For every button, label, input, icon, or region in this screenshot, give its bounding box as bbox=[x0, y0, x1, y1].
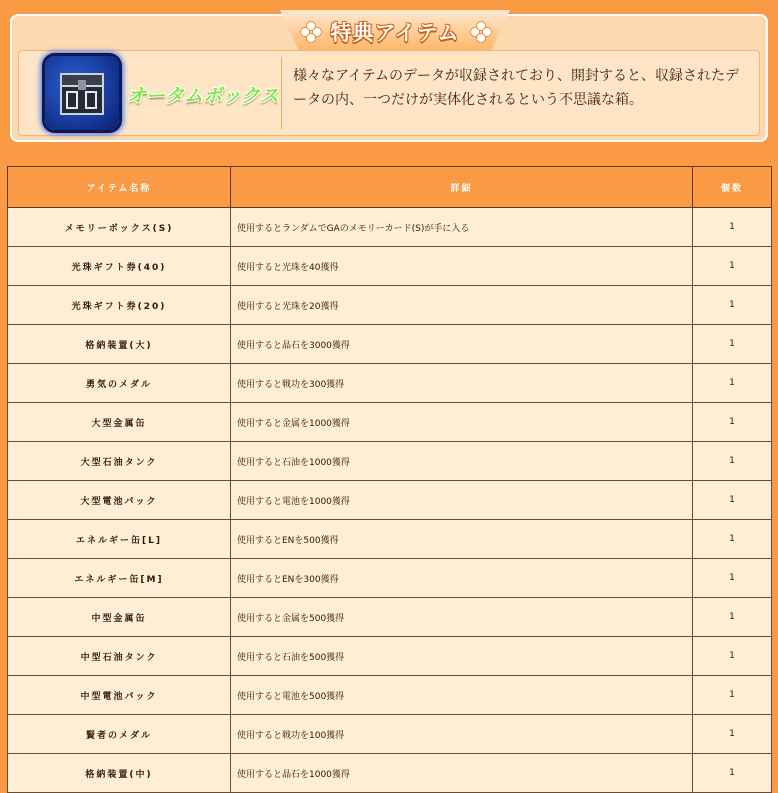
cell-item-name: 中型石油タンク bbox=[8, 637, 231, 676]
cell-item-name: メモリーボックス(S) bbox=[8, 208, 231, 247]
cell-count: 1 bbox=[693, 754, 772, 793]
table-header-row bbox=[8, 167, 772, 208]
cell-item-name: 中型金属缶 bbox=[8, 598, 231, 637]
table-row bbox=[8, 598, 772, 637]
table-row bbox=[8, 403, 772, 442]
cell-count: 1 bbox=[693, 520, 772, 559]
cell-detail: 使用するとENを300獲得 bbox=[231, 559, 693, 598]
cell-item-name: 賢者のメダル bbox=[8, 715, 231, 754]
cell-detail: 使用すると電池を1000獲得 bbox=[231, 481, 693, 520]
cell-detail: 使用すると晶石を1000獲得 bbox=[231, 754, 693, 793]
item-name: オータムボックス bbox=[127, 85, 279, 107]
table-row bbox=[8, 442, 772, 481]
cell-count: 1 bbox=[693, 481, 772, 520]
banner-title: 特典アイテム bbox=[330, 21, 460, 45]
table-row bbox=[8, 520, 772, 559]
cell-item-name: 光珠ギフト券(40) bbox=[8, 247, 231, 286]
cell-detail: 使用すると光珠を40獲得 bbox=[231, 247, 693, 286]
header-item-name: アイテム名称 bbox=[8, 167, 231, 208]
cell-detail: 使用すると電池を500獲得 bbox=[231, 676, 693, 715]
table-row bbox=[8, 637, 772, 676]
cell-count: 1 bbox=[693, 208, 772, 247]
cell-count: 1 bbox=[693, 637, 772, 676]
header-count: 個数 bbox=[693, 167, 772, 208]
cell-count: 1 bbox=[693, 364, 772, 403]
cell-count: 1 bbox=[693, 442, 772, 481]
cell-detail: 使用すると戦功を300獲得 bbox=[231, 364, 693, 403]
treasure-box-icon bbox=[45, 56, 119, 130]
item-table-container bbox=[7, 166, 771, 793]
item-table bbox=[7, 166, 772, 793]
cell-item-name: 格納装置(中) bbox=[8, 754, 231, 793]
cell-count: 1 bbox=[693, 676, 772, 715]
item-description: 様々なアイテムのデータが収録されており、開封すると、収録されたデータの内、一つだけが実体化されるという不思議な箱。 bbox=[293, 68, 740, 108]
cell-count: 1 bbox=[693, 247, 772, 286]
cell-item-name: エネルギー缶[L] bbox=[8, 520, 231, 559]
cell-item-name: 中型電池パック bbox=[8, 676, 231, 715]
cell-count: 1 bbox=[693, 598, 772, 637]
cell-item-name: 光珠ギフト券(20) bbox=[8, 286, 231, 325]
table-row bbox=[8, 559, 772, 598]
cell-detail: 使用すると金属を1000獲得 bbox=[231, 403, 693, 442]
table-body bbox=[8, 208, 772, 793]
cell-item-name: 勇気のメダル bbox=[8, 364, 231, 403]
table-row bbox=[8, 754, 772, 793]
table-row bbox=[8, 364, 772, 403]
cell-detail: 使用すると戦功を100獲得 bbox=[231, 715, 693, 754]
table-row bbox=[8, 208, 772, 247]
cell-detail: 使用すると晶石を3000獲得 bbox=[231, 325, 693, 364]
flower-deco-icon bbox=[470, 21, 490, 41]
item-info-panel bbox=[18, 50, 760, 136]
cell-item-name: 大型金属缶 bbox=[8, 403, 231, 442]
cell-item-name: エネルギー缶[M] bbox=[8, 559, 231, 598]
table-row bbox=[8, 286, 772, 325]
table-row bbox=[8, 481, 772, 520]
cell-detail: 使用すると石油を500獲得 bbox=[231, 637, 693, 676]
cell-detail: 使用するとランダムでGAのメモリーカード(S)が手に入る bbox=[231, 208, 693, 247]
table-row bbox=[8, 325, 772, 364]
cell-detail: 使用するとENを500獲得 bbox=[231, 520, 693, 559]
cell-item-name: 大型石油タンク bbox=[8, 442, 231, 481]
banner-title-plate bbox=[280, 10, 510, 52]
header-detail: 詳細 bbox=[231, 167, 693, 208]
cell-detail: 使用すると石油を1000獲得 bbox=[231, 442, 693, 481]
cell-count: 1 bbox=[693, 559, 772, 598]
cell-item-name: 格納装置(大) bbox=[8, 325, 231, 364]
cell-detail: 使用すると光珠を20獲得 bbox=[231, 286, 693, 325]
table-row bbox=[8, 247, 772, 286]
cell-count: 1 bbox=[693, 715, 772, 754]
cell-count: 1 bbox=[693, 286, 772, 325]
cell-item-name: 大型電池パック bbox=[8, 481, 231, 520]
divider bbox=[281, 57, 282, 129]
table-row bbox=[8, 676, 772, 715]
cell-count: 1 bbox=[693, 403, 772, 442]
table-row bbox=[8, 715, 772, 754]
cell-detail: 使用すると金属を500獲得 bbox=[231, 598, 693, 637]
special-item-banner bbox=[10, 14, 768, 142]
cell-count: 1 bbox=[693, 325, 772, 364]
